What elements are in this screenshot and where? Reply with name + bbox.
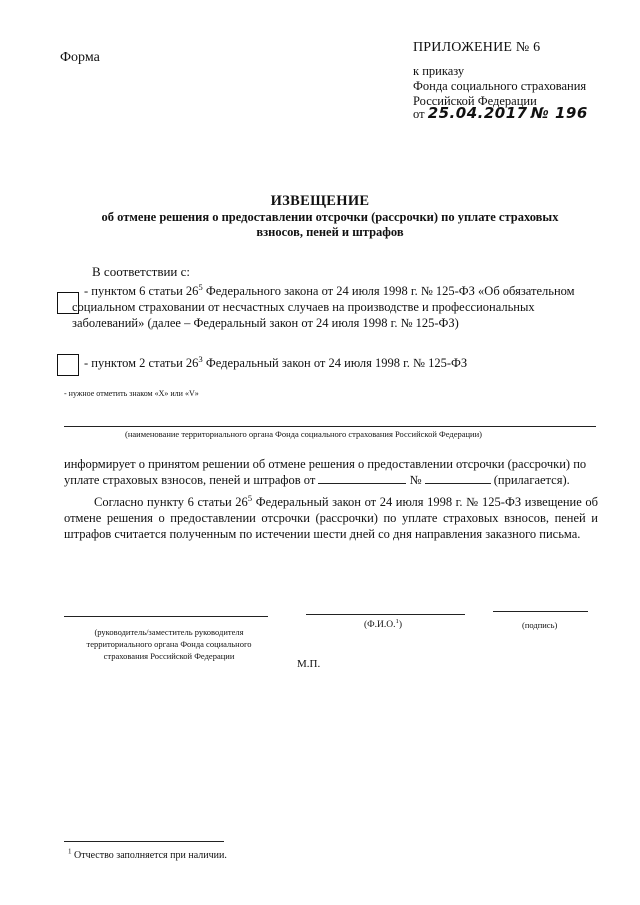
organ-name-field[interactable] bbox=[64, 426, 596, 427]
informs-line-2 bbox=[64, 472, 598, 488]
notice-paragraph-rest: Федеральный закон от 24 июля 1998 г. № 125-ФЗ извещение об отмене решения о предоставлении отсрочки (рассрочки) по уплате страховых взносов, пеней и штрафов считается полученным по истечении шести дней со дня направления заказного письма. bbox=[64, 495, 598, 541]
order-line-1: к приказу bbox=[413, 64, 465, 78]
option-2-checkbox[interactable] bbox=[57, 354, 79, 376]
option-1-line-1-rest: Федерального закона от 24 июля 1998 г. № 125-ФЗ «Об обязательном bbox=[202, 284, 575, 298]
order-from-label: от bbox=[413, 107, 425, 121]
footnote-separator bbox=[64, 841, 224, 842]
notice-paragraph-superscript: 5 bbox=[247, 492, 253, 503]
signature-field[interactable] bbox=[493, 611, 588, 612]
notice-paragraph-text bbox=[64, 494, 598, 542]
fio-caption bbox=[364, 617, 403, 630]
head-position-caption: (руководитель/заместитель руководителя территориального органа Фонда социального страхования Российской Федерации bbox=[86, 627, 252, 661]
option-2-line-rest: Федеральный закон от 24 июля 1998 г. № 125-ФЗ bbox=[202, 356, 468, 370]
document-subtitle bbox=[60, 210, 600, 240]
mark-instruction: - нужное отметить знаком «Х» или «V» bbox=[64, 389, 199, 398]
fio-footnote-mark: 1 bbox=[395, 617, 399, 625]
footnote bbox=[68, 847, 227, 861]
option-1-line-2: социальном страховании от несчастных случаев на производстве и профессиональных bbox=[72, 300, 535, 314]
order-line-3: Российской Федерации bbox=[413, 94, 537, 108]
option-1-line-1-text: - пунктом 6 статьи 26 bbox=[84, 284, 199, 298]
option-2-superscript: 3 bbox=[198, 353, 203, 364]
organ-name-caption: (наименование территориального органа Фонда социального страхования Российской Федерации) bbox=[125, 429, 482, 439]
signature-caption: (подпись) bbox=[522, 620, 558, 630]
handwritten-order-date: 25.04.2017 bbox=[427, 104, 528, 122]
informs-paragraph bbox=[64, 456, 598, 488]
fio-field[interactable] bbox=[306, 614, 465, 615]
order-reference bbox=[413, 64, 586, 109]
footnote-mark: 1 bbox=[68, 847, 72, 856]
attached-note: (прилагается). bbox=[493, 473, 570, 487]
fio-caption-close: ) bbox=[398, 620, 403, 630]
subtitle-line-1: об отмене решения о предоставлении отсрочки (рассрочки) по уплате страховых bbox=[101, 210, 559, 224]
head-position-field[interactable] bbox=[64, 616, 268, 617]
number-sign: № bbox=[409, 473, 422, 487]
option-1-superscript: 5 bbox=[198, 281, 203, 292]
option-1-text bbox=[72, 281, 598, 331]
handwritten-order-number: № 196 bbox=[530, 104, 588, 122]
subtitle-line-2: взносов, пеней и штрафов bbox=[256, 225, 404, 239]
decision-number-field[interactable] bbox=[425, 483, 491, 484]
decision-date-field[interactable] bbox=[318, 483, 406, 484]
accordance-label: В соответствии с: bbox=[92, 264, 191, 279]
order-date-row bbox=[413, 104, 588, 122]
form-label: Форма bbox=[60, 50, 100, 65]
option-2-text bbox=[84, 353, 468, 371]
option-1-line-1 bbox=[84, 283, 598, 299]
fio-caption-text: (Ф.И.О. bbox=[364, 620, 396, 630]
footnote-text: Отчество заполняется при наличии. bbox=[71, 850, 227, 861]
option-1-line-3: заболеваний» (далее – Федеральный закон от 24 июля 1998 г. № 125-ФЗ) bbox=[72, 316, 459, 330]
appendix-number: ПРИЛОЖЕНИЕ № 6 bbox=[413, 40, 541, 55]
notice-paragraph-start: Согласно пункту 6 статьи 26 bbox=[94, 495, 248, 509]
document-title: ИЗВЕЩЕНИЕ bbox=[270, 193, 370, 209]
informs-line-2-text: уплате страховых взносов, пеней и штрафов от bbox=[64, 473, 316, 487]
option-2-line-text: - пунктом 2 статьи 26 bbox=[84, 356, 199, 370]
order-line-2: Фонда социального страхования bbox=[413, 79, 587, 93]
notice-paragraph bbox=[64, 494, 598, 542]
informs-line-1: информирует о принятом решении об отмене решения о предоставлении отсрочки (рассрочки) по bbox=[64, 457, 587, 471]
stamp-place: М.П. bbox=[297, 658, 321, 670]
